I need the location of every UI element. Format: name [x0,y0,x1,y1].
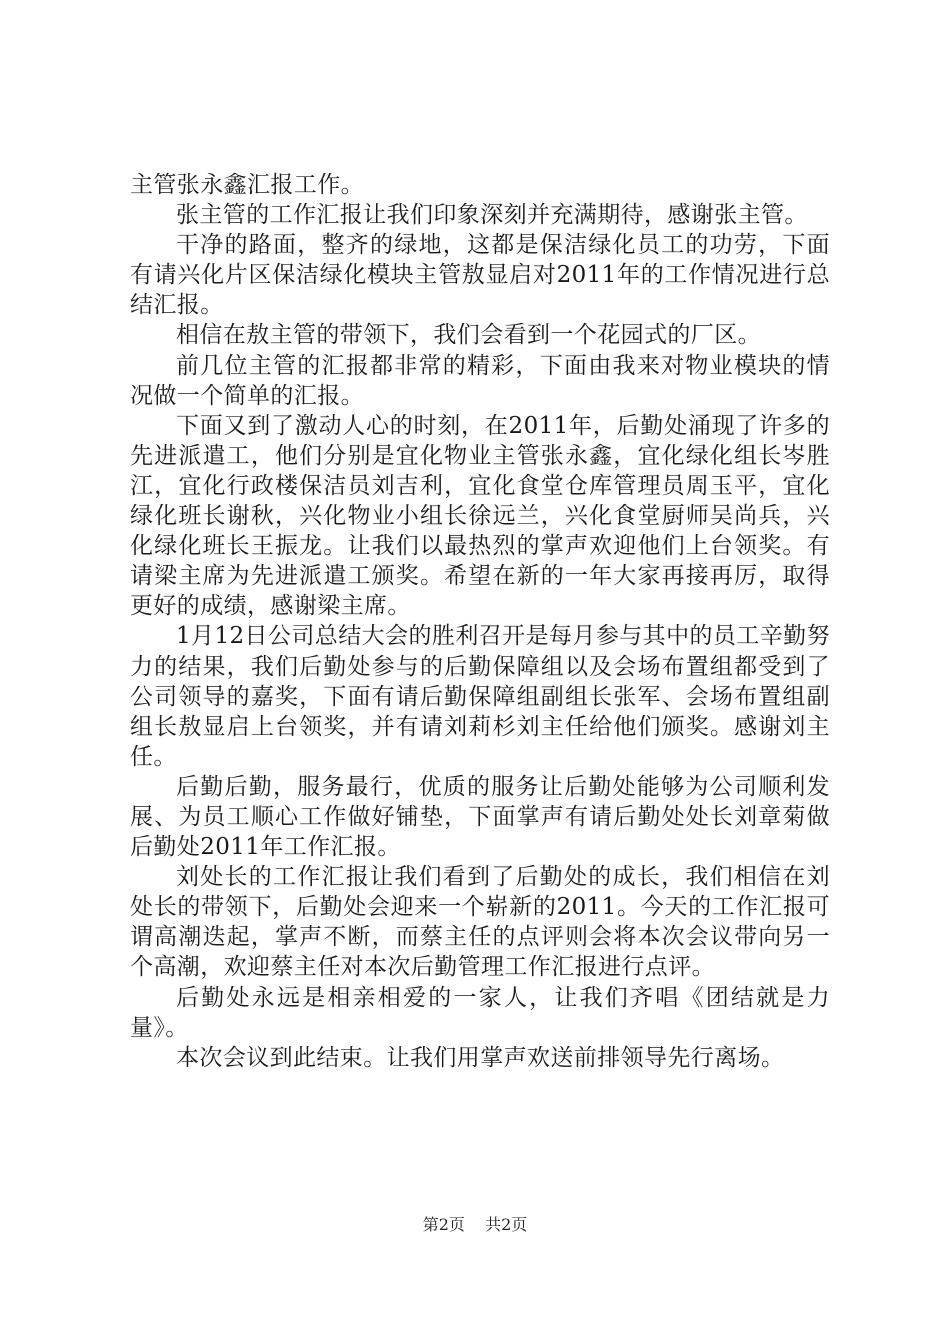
paragraph-7: 1月12日公司总结大会的胜利召开是每月参与其中的员工辛勤努力的结果，我们后勤处参与的后勤保障组以及会场布置组都受到了公司领导的嘉奖，下面有请后勤保障组副组长张军、会场布置组副组长敖显启上台领奖，并有请刘莉杉刘主任给他们颁奖。感谢刘主任。 [130,623,830,770]
paragraph-11: 本次会议到此结束。让我们用掌声欢送前排领导先行离场。 [176,1044,785,1071]
paragraph-8: 后勤后勤，服务最行，优质的服务让后勤处能够为公司顺利发展、为员工顺心工作做好铺垫，下面掌声有请后勤处处长刘章菊做后勤处2011年工作汇报。 [130,773,830,861]
page-footer [0,1214,950,1236]
paragraph-6: 下面又到了激动人心的时刻，在2011年，后勤处涌现了许多的先进派遣工，他们分别是宜化物业主管张永鑫，宜化绿化组长岑胜江，宜化行政楼保洁员刘吉利，宜化食堂仓库管理员周玉平，宜化绿化班长谢秋，兴化物业小组长徐远兰，兴化食堂厨师吴尚兵，兴化绿化班长王振龙。让我们以最热烈的掌声欢迎他们上台领奖。有请梁主席为先进派遣工颁奖。希望在新的一年大家再接再厉，取得更好的成绩，感谢梁主席。 [130,412,830,620]
paragraph-3: 干净的路面，整齐的绿地，这都是保洁绿化员工的功劳，下面有请兴化片区保洁绿化模块主管敖显启对2011年的工作情况进行总结汇报。 [130,232,830,319]
page-total: 共2页 [485,1215,528,1234]
paragraph-9: 刘处长的工作汇报让我们看到了后勤处的成长，我们相信在刘处长的带领下，后勤处会迎来一个崭新的2011。今天的工作汇报可谓高潮迭起，掌声不断，而蔡主任的点评则会将本次会议带向另一个高潮，欢迎蔡主任对本次后勤管理工作汇报进行点评。 [130,864,830,981]
paragraph-4: 相信在敖主管的带领下，我们会看到一个花园式的厂区。 [176,322,761,349]
paragraph-5: 前几位主管的汇报都非常的精彩，下面由我来对物业模块的情况做一个简单的汇报。 [130,352,830,409]
paragraph-1: 主管张永鑫汇报工作。 [130,172,364,198]
paragraph-10: 后勤处永远是相亲相爱的一家人，让我们齐唱《团结就是力量》。 [130,984,830,1041]
paragraph-2: 张主管的工作汇报让我们印象深刻并充满期待，感谢张主管。 [176,202,808,229]
page-number: 第2页 [422,1215,465,1234]
document-body [130,170,830,1073]
